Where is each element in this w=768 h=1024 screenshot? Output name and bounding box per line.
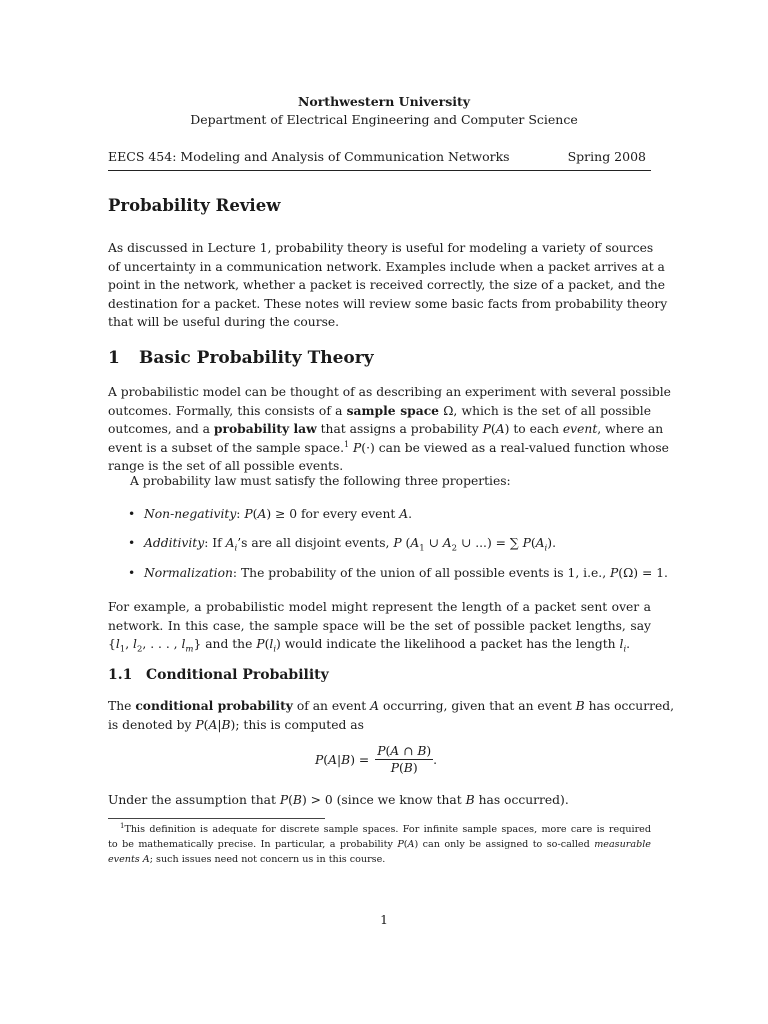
bullet-normalization: • Normalization: The probability of the union of all possible events is 1, i.e., P(Ω) = 1. bbox=[128, 566, 668, 580]
term-sample-space: sample space bbox=[346, 402, 440, 418]
term-probability-law: probability law bbox=[213, 421, 317, 437]
paragraph-line: outcomes. Formally, this consists of a sample space Ω, which is the set of all possible bbox=[108, 402, 651, 418]
footnote-line: events A; such issues need not concern us in this course. bbox=[108, 854, 386, 865]
course-title: EECS 454: Modeling and Analysis of Communication Networks bbox=[108, 149, 510, 164]
footnote-number: 1 bbox=[120, 821, 125, 830]
paragraph-line: outcomes, and a probability law that assigns a probability P(A) to each event, where an bbox=[108, 421, 664, 437]
intro-line: As discussed in Lecture 1, probability theory is useful for modeling a variety of sources bbox=[108, 241, 654, 255]
formula-lhs: P(A|B) = bbox=[315, 752, 370, 767]
formula-fraction bbox=[375, 744, 433, 775]
footnote-marker: 1 bbox=[344, 439, 350, 449]
formula-denominator: P(B) bbox=[390, 761, 418, 775]
document-title: Probability Review bbox=[108, 196, 281, 215]
section1-paragraph-1 bbox=[108, 383, 671, 476]
subsection-heading bbox=[108, 667, 329, 683]
university-name: Northwestern University bbox=[297, 94, 471, 109]
section-heading bbox=[108, 348, 374, 368]
bullet-non-negativity: • Non-negativity: P(A) ≥ 0 for every event A. bbox=[128, 507, 413, 521]
bullet-icon: • bbox=[128, 507, 136, 521]
intro-line: destination for a packet. These notes will review some basic facts from probability theory bbox=[108, 296, 668, 311]
intro-paragraph bbox=[108, 239, 668, 332]
section-number: 1 bbox=[108, 348, 120, 368]
footnote-rule bbox=[108, 818, 325, 819]
bullet-icon: • bbox=[128, 566, 136, 580]
paragraph-line: The conditional probability of an event A occurring, given that an event B has occurred, bbox=[108, 698, 675, 713]
section11-paragraph-2: Under the assumption that P(B) > 0 (since we know that B has occurred). bbox=[108, 793, 569, 807]
footnote-line: $^1$This definition is adequate for discrete sample spaces. For infinite sample spaces, more care is required bbox=[120, 821, 651, 835]
bullet-icon: • bbox=[128, 536, 136, 550]
formula-numerator: P(A ∩ B) bbox=[377, 744, 432, 758]
properties-intro: A probability law must satisfy the following three properties: bbox=[130, 474, 511, 488]
page-number: 1 bbox=[380, 913, 388, 927]
bullet-additivity: • Additivity: If $A_i’s$ are all disjoint events, P ($A_1$ ∪ $A_2$ ∪ ...) = ∑ $P(A_i)$. bbox=[128, 536, 556, 554]
paragraph-line: For example, a probabilistic model might represent the length of a packet sent over a bbox=[108, 600, 651, 614]
intro-line: of uncertainty in a communication network. Examples include when a packet arrives at a bbox=[108, 259, 665, 274]
course-term: Spring 2008 bbox=[567, 149, 646, 164]
section11-paragraph-1 bbox=[108, 697, 675, 734]
header-rule bbox=[108, 170, 651, 171]
footnote bbox=[108, 822, 651, 867]
section-title: Basic Probability Theory bbox=[139, 348, 374, 368]
formula-period: . bbox=[433, 752, 438, 767]
paragraph-line: event is a subset of the sample space.$^1$ P(·) can be viewed as a real-valued function whose bbox=[108, 439, 669, 455]
paragraph-line: network. In this case, the sample space will be the set of possible packet lengths, say bbox=[108, 618, 651, 633]
intro-line: point in the network, whether a packet is received correctly, the size of a packet, and the bbox=[108, 278, 665, 293]
term-conditional-probability: conditional probability bbox=[135, 698, 293, 713]
paragraph-line: is denoted by P(A|B); this is computed as bbox=[108, 717, 364, 732]
intro-line: that will be useful during the course. bbox=[108, 315, 340, 330]
paragraph-line: {$l_1$, $l_2$, . . . , $l_m$} and the $P(l_i)$ would indicate the likelihood a packet has the length $l_i$. bbox=[108, 637, 631, 655]
department-name: Department of Electrical Engineering and Computer Science bbox=[190, 112, 578, 127]
paragraph-line: A probabilistic model can be thought of as describing an experiment with several possible bbox=[108, 385, 671, 399]
subsection-number: 1.1 bbox=[108, 667, 133, 683]
paragraph-line: range is the set of all possible events. bbox=[108, 459, 344, 474]
footnote-line: to be mathematically precise. In particular, a probability P(A) can only be assigned to so-called measurable bbox=[108, 839, 651, 850]
subsection-title: Conditional Probability bbox=[146, 667, 329, 683]
section1-paragraph-3 bbox=[108, 598, 651, 654]
